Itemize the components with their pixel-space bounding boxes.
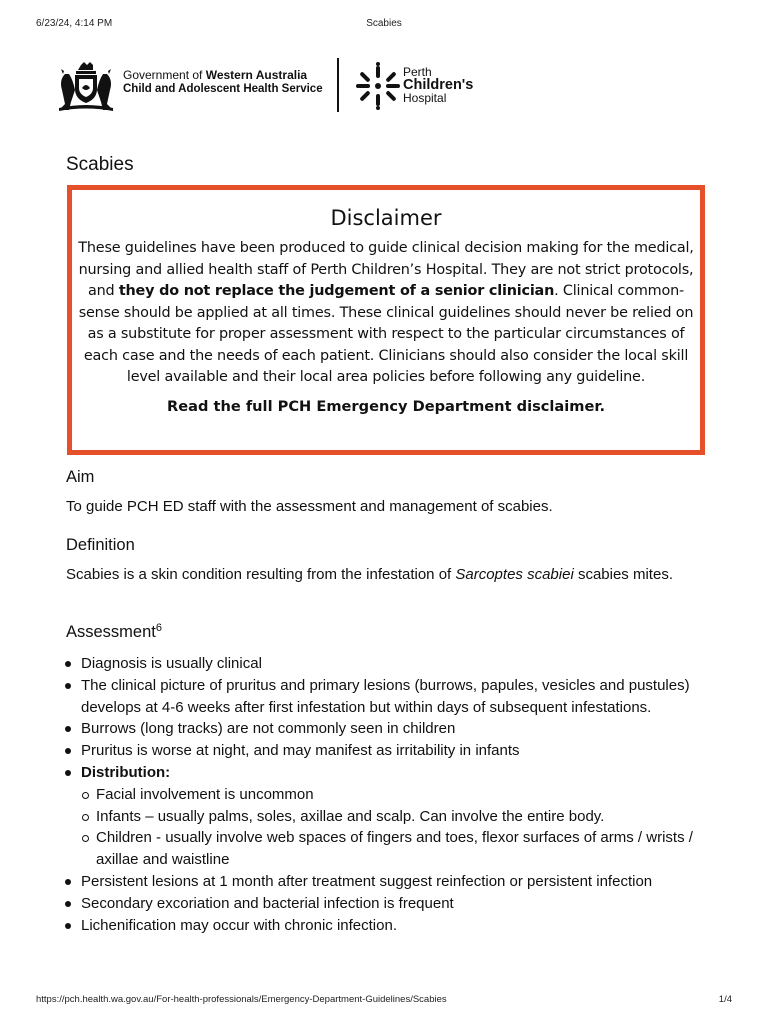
list-item (81, 740, 721, 762)
disclaimer-box (67, 185, 705, 455)
pch-line1: Perth (403, 65, 432, 79)
sub-list-item (96, 806, 721, 828)
header-logos (55, 58, 485, 118)
list-item-text: Burrows (long tracks) are not commonly seen in children (81, 720, 456, 738)
print-page-title: Scabies (366, 18, 402, 29)
disclaimer-text-part2: . Clinical common-sense should be applied at all times. These clinical guidelines should never be relied on as a substitute for proper assessment with respect to the particular circumstances of each case and the needs of each patient. Clinicians should also consider the local skill level available and their local area policies before following any guideline. (78, 283, 694, 385)
list-item (81, 915, 721, 937)
pch-logo-icon (355, 62, 401, 110)
definition-heading: Definition (66, 536, 135, 554)
assessment-reference: 6 (155, 622, 162, 634)
disclaimer-text-bold: they do not replace the judgement of a senior clinician (118, 283, 555, 299)
sub-list-item (96, 784, 721, 806)
assessment-list (81, 653, 721, 936)
disclaimer-text (74, 238, 698, 389)
list-item (81, 653, 721, 675)
list-item-text: Secondary excoriation and bacterial infection is frequent (81, 894, 454, 912)
disclaimer-title: Disclaimer (330, 206, 442, 230)
distribution-label: Distribution: (81, 763, 171, 781)
assessment-heading (66, 623, 162, 642)
list-item (81, 893, 721, 915)
page-title: Scabies (66, 154, 134, 175)
wa-coat-of-arms-icon (55, 62, 117, 112)
bullet-icon (65, 726, 71, 732)
gov-line1-prefix: Government of (123, 68, 206, 82)
bullet-icon (65, 879, 71, 885)
sub-list-item-text: Infants – usually palms, soles, axillae and scalp. Can involve the entire body. (96, 807, 605, 825)
bullet-icon (65, 683, 71, 689)
print-url: https://pch.health.wa.gov.au/For-health-professionals/Emergency-Department-Guidelines/Scabies (36, 994, 447, 1005)
print-page-number: 1/4 (718, 994, 732, 1005)
sub-bullet-icon (82, 814, 89, 821)
list-item-text: Lichenification may occur with chronic infection. (81, 916, 397, 934)
bullet-icon (65, 770, 71, 776)
sub-bullet-icon (82, 835, 89, 842)
gov-line2: Child and Adolescent Health Service (123, 83, 323, 95)
sub-bullet-icon (82, 792, 89, 799)
definition-text-before: Scabies is a skin condition resulting from the infestation of (66, 566, 456, 583)
pch-line3: Hospital (403, 91, 447, 105)
gov-wa-wordmark (123, 68, 323, 96)
print-datetime: 6/23/24, 4:14 PM (36, 18, 113, 29)
bullet-icon (65, 661, 71, 667)
list-item-text: Persistent lesions at 1 month after treatment suggest reinfection or persistent infection (81, 872, 653, 890)
list-item (81, 871, 721, 893)
disclaimer-link[interactable]: Read the full PCH Emergency Department disclaimer. (166, 397, 606, 415)
bullet-icon (65, 901, 71, 907)
aim-heading: Aim (66, 468, 95, 486)
print-footer (36, 994, 732, 1006)
distribution-sublist (81, 784, 721, 871)
logo-divider (337, 58, 339, 112)
list-item-distribution (81, 762, 721, 871)
bullet-icon (65, 923, 71, 929)
list-item (81, 718, 721, 740)
disclaimer-text-part1: These guidelines have been produced to guide clinical decision making for the medical, nursing and allied health staff of Perth Children’s Hospital. They are not strict protocols, and (78, 240, 694, 299)
definition-text (66, 564, 706, 586)
sub-list-item-text: Children - usually involve web spaces of fingers and toes, flexor surfaces of arms / wrists / axillae and waistline (96, 829, 693, 869)
pch-wordmark (403, 66, 473, 105)
definition-species: Sarcoptes scabiei (455, 566, 574, 583)
bullet-icon (65, 748, 71, 754)
pch-line2: Children's (403, 77, 474, 93)
gov-line1-bold: Western Australia (205, 68, 308, 82)
sub-list-item-text: Facial involvement is uncommon (96, 785, 314, 803)
list-item-text: Pruritus is worse at night, and may manifest as irritability in infants (81, 742, 520, 760)
print-header (36, 14, 732, 28)
assessment-heading-text: Assessment (66, 623, 156, 641)
definition-text-after: scabies mites. (573, 566, 673, 583)
sub-list-item (96, 827, 721, 871)
list-item-text: Diagnosis is usually clinical (81, 655, 262, 672)
list-item-text: The clinical picture of pruritus and primary lesions (burrows, papules, vesicles and pustules) develops at 4-6 weeks after first infestation but within days of subsequent infestations. (81, 676, 690, 716)
list-item (81, 675, 721, 719)
aim-text: To guide PCH ED staff with the assessment and management of scabies. (66, 498, 553, 515)
